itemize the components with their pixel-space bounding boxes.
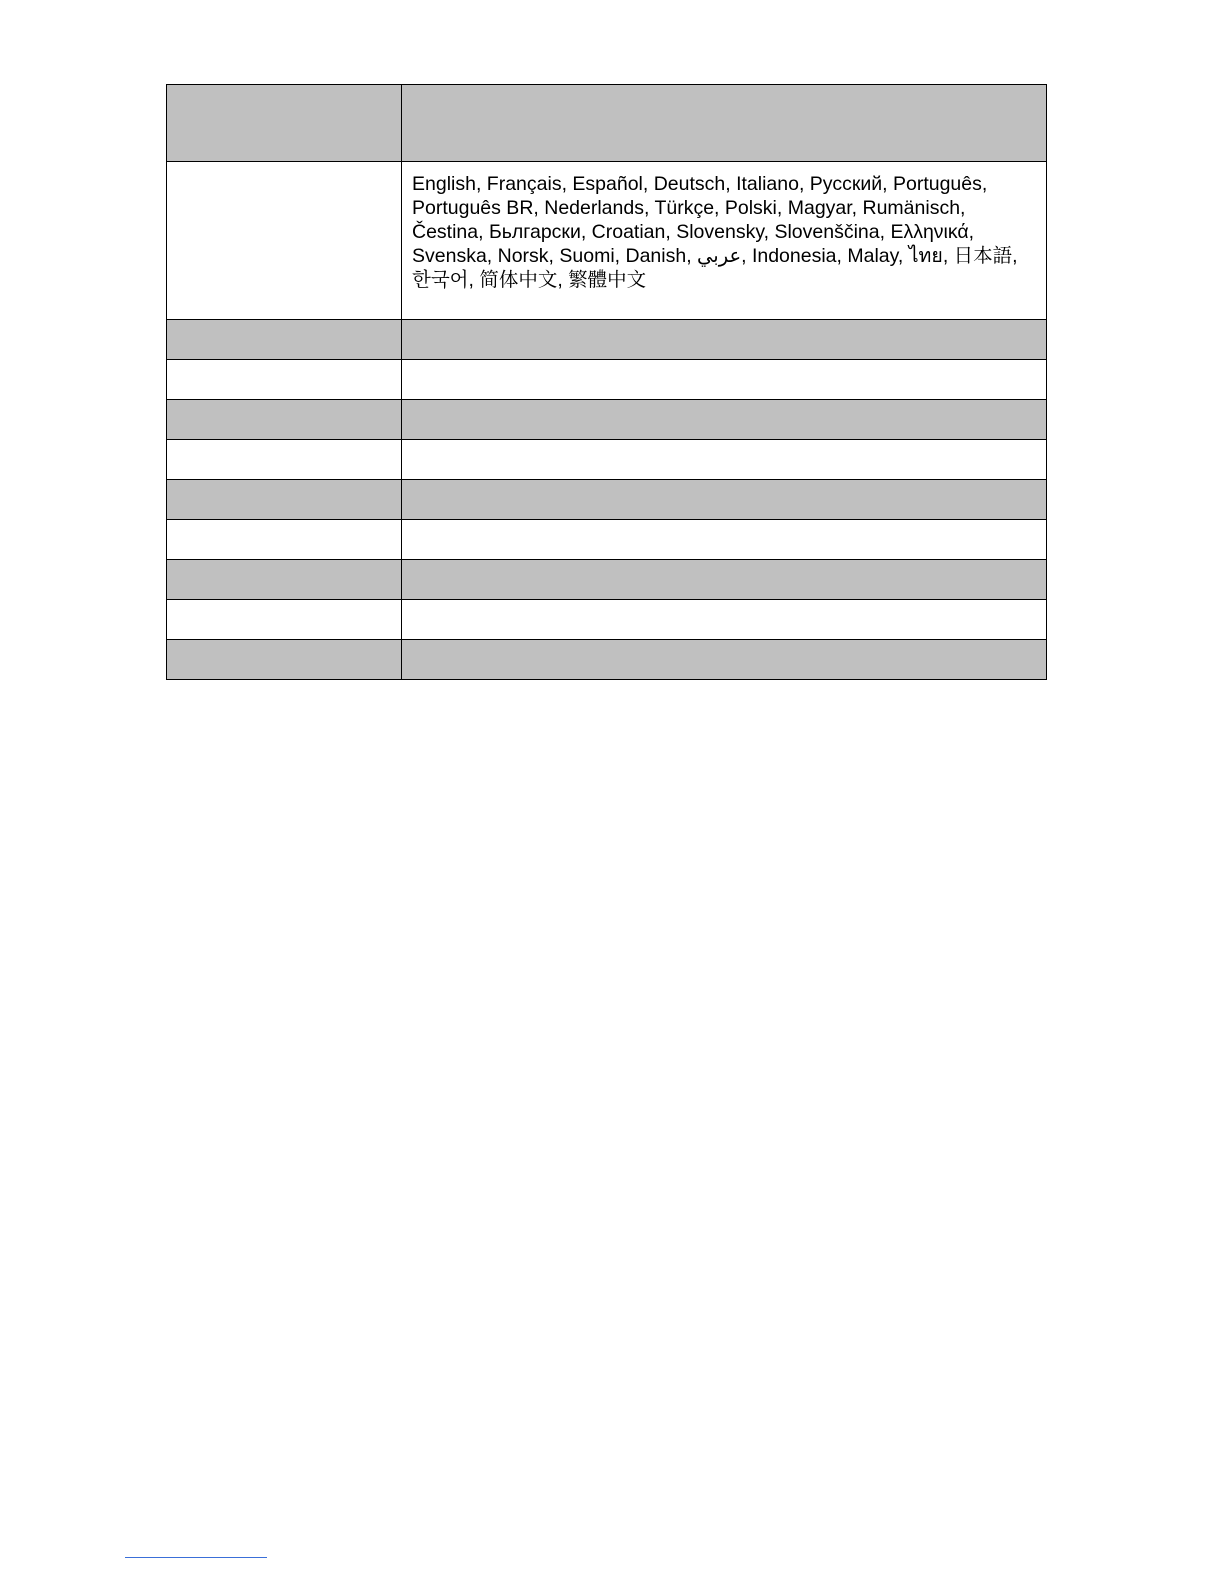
table-cell-label <box>167 85 402 162</box>
table-row <box>167 440 1047 480</box>
table-row-languages <box>167 162 1047 320</box>
table-cell-label <box>167 520 402 560</box>
table-cell-label <box>167 600 402 640</box>
languages-value: English, Français, Español, Deutsch, Italiano, Русский, Português, Português BR, Nederlands, Türkçe, Polski, Magyar, Rumänisch, Čestina, Бьлгарски, Croatian, Slovensky, Slovenščina, Ελληνικά, Svenska, Norsk, Suomi, Danish, عربي, Indonesia, Malay, ไทย, 日本語, 한국어, 简体中文, 繁體中文 <box>402 162 1047 320</box>
table-cell-value <box>402 640 1047 680</box>
table-cell-label <box>167 400 402 440</box>
table-cell-value <box>402 85 1047 162</box>
footnote-separator <box>125 1557 267 1558</box>
table-cell-value <box>402 400 1047 440</box>
table-cell-value <box>402 520 1047 560</box>
table-row <box>167 320 1047 360</box>
table-row <box>167 640 1047 680</box>
table-cell-label <box>167 360 402 400</box>
table-row <box>167 520 1047 560</box>
table-row <box>167 480 1047 520</box>
table-cell-label <box>167 320 402 360</box>
table-row <box>167 360 1047 400</box>
table-cell-label <box>167 640 402 680</box>
table-cell-value <box>402 320 1047 360</box>
table-cell-value <box>402 560 1047 600</box>
table-cell-value <box>402 480 1047 520</box>
table-cell-label <box>167 480 402 520</box>
table-cell-value <box>402 360 1047 400</box>
languages-label <box>167 162 402 320</box>
table-cell-value <box>402 600 1047 640</box>
table-row <box>167 560 1047 600</box>
table-cell-label <box>167 440 402 480</box>
table-row <box>167 400 1047 440</box>
table-row <box>167 600 1047 640</box>
table-header-row <box>167 85 1047 162</box>
spec-table <box>166 84 1047 680</box>
table-cell-value <box>402 440 1047 480</box>
table-cell-label <box>167 560 402 600</box>
